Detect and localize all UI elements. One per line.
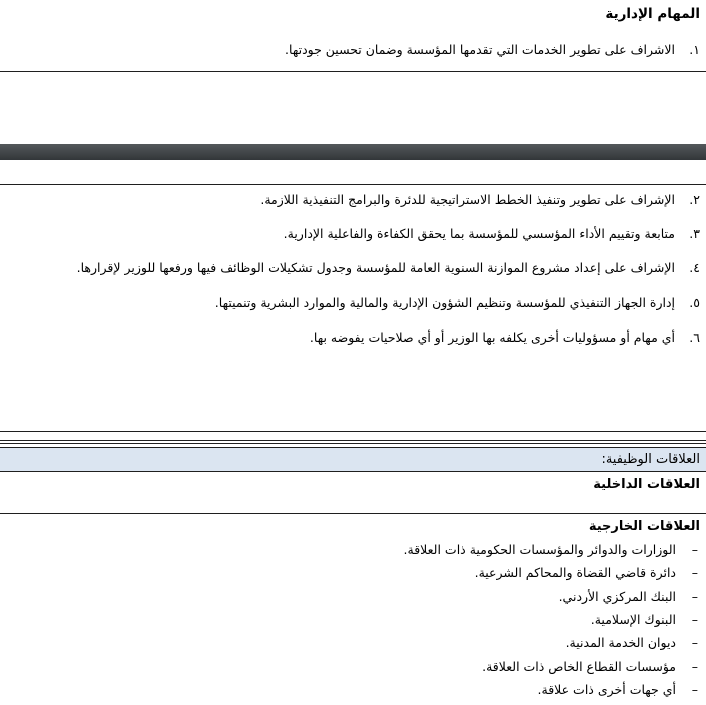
external-relation-item xyxy=(475,564,698,581)
double-rule xyxy=(0,440,706,444)
dash-bullet: – xyxy=(691,565,698,580)
relation-text: مؤسسات القطاع الخاص ذات العلاقة. xyxy=(482,659,676,674)
external-relation-item xyxy=(538,681,698,698)
external-relations-heading: العلاقات الخارجية xyxy=(588,519,700,534)
dash-bullet: – xyxy=(691,682,698,697)
external-relation-item xyxy=(559,588,698,605)
horizontal-rule xyxy=(0,71,706,72)
task-text: الإشراف على إعداد مشروع الموازنة السنوية العامة للمؤسسة وجدول تشكيلات الوظائف فيها ورفعها للوزير لإقرارها. xyxy=(76,260,675,275)
task-text: الإشراف على تطوير وتنفيذ الخطط الاستراتيجية للدئرة والبرامج التنفيذية اللازمة. xyxy=(260,192,675,207)
functional-relations-title: العلاقات الوظيفية: xyxy=(601,452,700,467)
task-text: الاشراف على تطوير الخدمات التي تقدمها المؤسسة وضمان تحسين جودتها. xyxy=(285,42,675,57)
task-text: إدارة الجهاز التنفيذي للمؤسسة وتنظيم الشؤون الإدارية والمالية والموارد البشرية وتنميتها. xyxy=(214,295,675,310)
task-number: ٤. xyxy=(689,260,700,275)
task-number: ٢. xyxy=(689,192,700,207)
external-relation-item xyxy=(482,658,698,675)
relation-text: الوزارات والدوائر والمؤسسات الحكومية ذات العلاقة. xyxy=(403,542,676,557)
dash-bullet: – xyxy=(691,589,698,604)
horizontal-rule xyxy=(0,431,706,432)
dash-bullet: – xyxy=(691,659,698,674)
task-item-2 xyxy=(260,191,700,208)
external-relation-item xyxy=(404,541,698,558)
functional-relations-band xyxy=(0,447,706,472)
relation-text: البنوك الإسلامية. xyxy=(590,612,676,627)
task-number: ٥. xyxy=(689,295,700,310)
task-text: أي مهام أو مسؤوليات أخرى يكلفه بها الوزير أو أي صلاحيات يفوضه بها. xyxy=(309,330,675,345)
relation-text: البنك المركزي الأردني. xyxy=(558,589,676,604)
dash-bullet: – xyxy=(691,612,698,627)
task-number: ٦. xyxy=(689,330,700,345)
task-item-4 xyxy=(77,259,700,276)
admin-tasks-heading: المهام الإدارية xyxy=(605,6,700,22)
relation-text: أي جهات أخرى ذات علاقة. xyxy=(537,682,676,697)
task-number: ٣. xyxy=(689,226,700,241)
task-number: ١. xyxy=(689,42,700,57)
horizontal-rule xyxy=(0,513,706,514)
task-item-5 xyxy=(215,294,700,311)
external-relation-item xyxy=(591,611,698,628)
task-item-1 xyxy=(285,41,700,58)
task-text: متابعة وتقييم الأداء المؤسسي للمؤسسة بما يحقق الكفاءة والفاعلية الإدارية. xyxy=(283,226,675,241)
internal-relations-heading: العلاقات الداخلية xyxy=(593,477,700,492)
task-item-3 xyxy=(284,225,700,242)
horizontal-rule xyxy=(0,184,706,185)
dash-bullet: – xyxy=(691,542,698,557)
external-relation-item xyxy=(566,634,698,651)
dash-bullet: – xyxy=(691,635,698,650)
task-item-6 xyxy=(310,329,700,346)
section-separator-bar xyxy=(0,144,706,160)
relation-text: دائرة قاضي القضاة والمحاكم الشرعية. xyxy=(474,565,676,580)
relation-text: ديوان الخدمة المدنية. xyxy=(565,635,676,650)
